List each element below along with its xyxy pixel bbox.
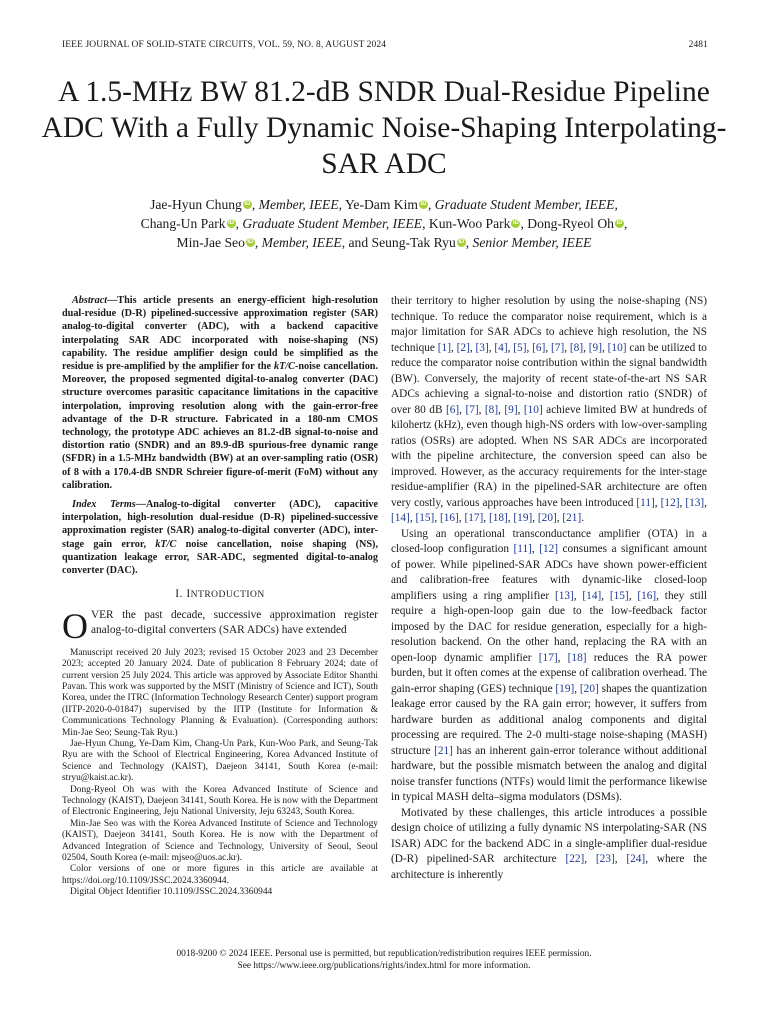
body-text: , <box>584 853 596 865</box>
citation-link[interactable]: [3] <box>475 341 489 354</box>
citation-link[interactable]: [24] <box>626 853 646 865</box>
running-header: IEEE JOURNAL OF SOLID-STATE CIRCUITS, VOL. 59, NO. 8, AUGUST 2024 <box>62 40 387 50</box>
body-text: , <box>469 341 476 354</box>
citation-link[interactable]: [7] <box>465 403 479 416</box>
citation-link[interactable]: [15] <box>415 512 435 524</box>
footnote-affiliation-3: Min-Jae Seo was with the Korea Advanced Institute of Science and Technology (KAIST), Daejeon 34141, South Korea. He is now with the Department of Advanced Integration of Science and Technology, University of Seoul, Seoul 02504, South Korea (e-mail: mjseo@uos.ac.kr). <box>62 818 378 864</box>
footnotes <box>62 648 378 899</box>
body-text: . <box>581 512 585 524</box>
citation-link[interactable]: [5] <box>513 341 527 354</box>
author-name: Chang-Un Park <box>140 216 226 231</box>
body-text: , <box>459 403 466 416</box>
body-text: , <box>531 543 540 555</box>
body-paragraph-1 <box>391 294 707 527</box>
body-text: , <box>450 341 457 354</box>
body-text: , <box>409 512 416 524</box>
citation-link[interactable]: [20] <box>579 682 599 695</box>
body-text: , <box>556 512 563 524</box>
body-text: , <box>564 341 570 354</box>
index-terms-text-2: noise cancellation, noise shaping (NS), quantization leakage error, SAR-ADC, segmented digital-to-analog converter (DAC). <box>62 538 378 577</box>
body-text: , <box>574 682 580 695</box>
body-text: their territory to higher resolution by using the noise-shaping (NS) technique. To reduce the comparator noise requirement, which is a major limitation for SAR ADCs to achieve high resolution, the NS technique <box>391 295 707 354</box>
right-column <box>391 294 707 883</box>
footnote-doi: Digital Object Identifier 10.1109/JSSC.2024.3360944 <box>70 887 273 898</box>
citation-link[interactable]: [13] <box>685 496 705 509</box>
citation-link[interactable]: [19] <box>555 682 575 695</box>
author-role: Graduate Student Member, IEEE <box>434 197 615 212</box>
rights-line: See https://www.ieee.org/publications/rights/index.html for more information. <box>237 960 531 971</box>
citation-link[interactable]: [10] <box>607 341 627 354</box>
body-text: can be utilized to reduce the comparator noise contribution within the signal bandwidth (BW). Conversely, the majority of recent state-of-the-art NS SAR ADCs achieving a signal-to-noise and distortion ratio (SNDR) of over 80 dB <box>391 341 707 416</box>
section-numeral: I. <box>175 588 183 601</box>
body-paragraph-3 <box>391 806 707 884</box>
citation-link[interactable]: [6] <box>445 403 460 416</box>
orcid-icon[interactable]: iD <box>458 239 465 245</box>
orcid-icon[interactable]: iD <box>228 220 235 226</box>
citation-link[interactable]: [17] <box>538 651 558 664</box>
body-text: Motivated by these challenges, this article introduces a possible design choice of utilizing a fully dynamic NS interpolating-SAR (NS ISAR) ADC for the backend ADC in a single-amplifier dual-residue (D-R) pipelined-SAR architecture <box>391 806 707 865</box>
intro-paragraph <box>62 605 378 646</box>
copyright-footer <box>0 949 768 972</box>
author-name: Jae-Hyun Chung <box>150 197 242 212</box>
author-role: Member, IEEE <box>261 235 342 250</box>
footnote-affiliation-2: Dong-Ryeol Oh was with the Korea Advanced Institute of Science and Technology (KAIST), Daejeon 34141, South Korea. He is now with the Department of Electronic Engineering, Jeju National University, Jeju 63243, South Korea. <box>62 784 378 818</box>
citation-link[interactable]: [11] <box>513 543 532 555</box>
left-column <box>62 294 378 899</box>
index-terms-ktc: kT/C <box>155 538 177 550</box>
citation-link[interactable]: [13] <box>554 589 574 602</box>
orcid-icon[interactable]: iD <box>420 201 427 207</box>
body-text: achieve limited BW at hundreds of kilohertz (kHz), even though high-NS orders with low-over-sampling ratios (OSRs) are adopted. When NS SAR ADCs are incorporated with the pipeline architecture, the conversion speed can also be improved. However, as the accuracy requirements for the inter-stage residue-amplifier (RA) in the pipelined-SAR architecture are often very costly, various approaches have been introduced <box>391 403 707 509</box>
abstract-lead: Abstract <box>72 295 108 306</box>
body-text: , <box>704 496 707 509</box>
abstract: Abstract—This article presents an energy-efficient high-resolution dual-residue (D-R) pipelined-successive approximation register (SAR) analog-to-digital converter (ADC), with a backend capacitive interpolating SAR ADC incorporated with noise-shaping (NS) capability. The residue amplifier design could be simplified as the residue is pre-amplified by the amplifier for the kT/C-noise cancellation. Moreover, the proposed segmented digital-to-analog converter (DAC) structure overcomes parasitic capacitance limitations in the capacitive interpolation, improving resolution along with the gain-error-free advantage of the D-R structure. Fabricated in a 180-nm CMOS technology, the prototype ADC achieves an 81.2-dB signal-to-noise and distortion ratio (SNDR) and an 89.9-dB spurious-free dynamic range (SFDR) in a 1.5-MHz bandwidth (BW) at an over-sampling ratio (OSR) of 8 with a 170.4-dB SNDR Schreier figure-of-merit (FoM) without any calibration. <box>62 295 378 491</box>
abstract-text-1: This article presents an energy-efficient high-resolution dual-residue (D-R) pipelined-successive approximation register (SAR) analog-to-digital converter (ADC), with a backend capacitive interpolating SAR ADC incorporated with noise-shaping (NS) capability. The residue amplifier design could be simplified as the residue is pre-amplified by the amplifier for the <box>62 295 378 373</box>
citation-link[interactable]: [8] <box>569 341 584 354</box>
citation-link[interactable]: [1] <box>437 341 451 354</box>
citation-link[interactable]: [6] <box>532 341 546 354</box>
citation-link[interactable]: [7] <box>551 341 565 354</box>
citation-link[interactable]: [19] <box>513 512 533 524</box>
author-name: Seung-Tak Ryu <box>371 235 456 250</box>
author-name: Ye-Dam Kim <box>344 197 418 212</box>
section-rest: NTRODUCTION <box>190 590 265 601</box>
body-text: , <box>507 512 514 524</box>
body-text: has an inherent gain-error tolerance without additional hardware, but the possible mismatch between the analog and digital noise transfer functions (NTFs) would limit the performance likewise in typical MASH delta–sigma modulators (DSMs). <box>391 744 707 803</box>
body-text: , <box>545 341 552 354</box>
citation-link[interactable]: [20] <box>537 512 557 524</box>
body-text: , <box>526 341 533 354</box>
abstract-text-2: -noise cancellation. Moreover, the proposed segmented digital-to-analog converter (DAC) structure overcomes parasitic capacitance limitations in the capacitive interpolation, improving resolution along with the gain-error-free advantage of the D-R structure. Fabricated in a 180-nm CMOS technology, the prototype ADC achieves an 81.2-dB signal-to-noise and distortion ratio (SNDR) and an 89.9-dB spurious-free dynamic range (SFDR) in a 1.5-MHz bandwidth (BW) at an over-sampling ratio (OSR) of 8 with a 170.4-dB SNDR Schreier figure-of-merit (FoM) without any calibration. <box>62 361 378 491</box>
body-text: , <box>583 341 589 354</box>
orcid-icon[interactable]: iD <box>512 220 519 226</box>
index-terms: Index Terms—Analog-to-digital converter (ADC), capacitive interpolation, high-resolution dual-residue (D-R) pipelined-successive approximation register (SAR) analog-to-digital converter (ADC), inter-stage gain error, kT/C noise cancellation, noise shaping (NS), quantization leakage error, SAR-ADC, segmented digital-to-analog converter (DAC). <box>62 499 378 577</box>
author-name: Dong-Ryeol Oh <box>527 216 614 231</box>
author-role: Member, IEEE <box>258 197 339 212</box>
body-text: , <box>601 589 610 602</box>
body-text: , <box>458 512 465 524</box>
citation-link[interactable]: [22] <box>565 853 585 865</box>
orcid-icon[interactable]: iD <box>244 201 251 207</box>
body-text: shapes the quantization leakage error caused by the RA gain error; however, it suffers from hardware burden as additional analog components and digital processing are required. The 2-0 multi-stage noise-shaping (MASH) structure <box>391 682 707 757</box>
intro-text: the past decade, successive approximation register analog-to-digital converters (SAR ADCs) have extended <box>91 608 378 637</box>
citation-link[interactable]: [8] <box>484 403 499 416</box>
orcid-icon[interactable]: iD <box>247 239 254 245</box>
body-text: , <box>679 496 686 509</box>
body-text: , <box>614 853 627 865</box>
body-text: , <box>478 403 485 416</box>
citation-link[interactable]: [9] <box>588 341 602 354</box>
citation-link[interactable]: [12] <box>660 496 680 509</box>
citation-link[interactable]: [21] <box>562 512 582 524</box>
abstract-ktc: kT/C <box>274 361 295 373</box>
citation-link[interactable]: [21] <box>434 744 453 757</box>
section-heading-introduction <box>62 587 378 604</box>
body-paragraph-2 <box>391 527 707 806</box>
citation-link[interactable]: [11] <box>636 496 655 509</box>
citation-link[interactable]: [17] <box>464 512 484 524</box>
citation-link[interactable]: [9] <box>504 403 518 416</box>
author-role: Graduate Student Member, IEEE <box>242 216 423 231</box>
footnote-affiliation-1: Jae-Hyun Chung, Ye-Dam Kim, Chang-Un Park, Kun-Woo Park, and Seung-Tak Ryu are with the School of Electrical Engineering, Korea Advanced Institute of Science and Technology (KAIST), Daejeon 34141, South Korea (e-mail: stryu@kaist.ac.kr). <box>62 739 378 784</box>
body-text: , <box>517 403 524 416</box>
author-name: Min-Jae Seo <box>176 235 245 250</box>
body-text: , <box>532 512 538 524</box>
citation-link[interactable]: [15] <box>609 589 629 602</box>
citation-link[interactable]: [16] <box>439 512 459 524</box>
citation-link[interactable]: [23] <box>595 853 615 865</box>
footnote-color-versions: Color versions of one or more figures in this article are available at https://doi.org/10.1109/JSSC.2024.3360944. <box>62 864 378 886</box>
section-first-letter: I <box>186 588 191 601</box>
index-terms-lead: Index Terms <box>72 499 136 511</box>
body-text: , they still require a high-open-loop gain due to the low-feedback factor imposed by the DAC for residue generation, especially for a high-resolution backend. On the other hand, replacing the RA with an open-loop dynamic amplifier <box>391 589 708 664</box>
drop-cap: O <box>62 605 88 646</box>
body-text: , <box>557 651 568 664</box>
body-text: reduces the RA power burden, but it often comes at the expense of calibration overhead. The gain-error shaping (GES) technique <box>391 651 707 695</box>
citation-link[interactable]: [16] <box>637 589 657 602</box>
page-number: 2481 <box>688 40 708 50</box>
citation-link[interactable]: [18] <box>488 512 508 524</box>
body-text: , where the architecture is inherently <box>391 853 707 881</box>
author-name: Kun-Woo Park <box>428 216 511 231</box>
author-role: Senior Member, IEEE <box>472 235 592 250</box>
citation-link[interactable]: [18] <box>567 651 587 664</box>
intro-caps: VER <box>91 608 114 621</box>
copyright-line: 0018-9200 © 2024 IEEE. Personal use is permitted, but republication/redistribution requires IEEE permission. <box>176 949 592 959</box>
body-text: , <box>573 589 583 602</box>
body-text: , <box>507 341 514 354</box>
citation-link[interactable]: [4] <box>494 341 508 354</box>
citation-link[interactable]: [10] <box>523 403 543 416</box>
body-text: , <box>498 403 505 416</box>
citation-link[interactable]: [2] <box>456 341 470 354</box>
body-text: consumes a significant amount of power. While pipelined-SAR ADCs have shown power-efficient and calibration-free features with dynamic-like closed-loop amplifiers using a ring amplifier <box>391 543 708 602</box>
author-list: Jae-Hyun Chung iD , Member, IEEE, Ye-Dam Kim iD , Graduate Student Member, IEEE, Chang-Un Park iD , Graduate Student Member, IEEE, Kun-Woo Park iD , Dong-Ryeol Oh iD , Min-Jae Seo iD , Member, IEEE, and Seung-Tak Ryu iD , Senior Member, IEEE <box>140 197 628 250</box>
body-text: , <box>601 341 608 354</box>
paper-title: A 1.5-MHz BW 81.2-dB SNDR Dual-Residue Pipeline ADC With a Fully Dynamic Noise-Shaping Interpolating-SAR ADC <box>41 76 727 180</box>
body-text: Using an operational transconductance amplifier (OTA) in a closed-loop configuration <box>391 527 707 555</box>
body-text: , <box>434 512 440 524</box>
orcid-icon[interactable]: iD <box>616 220 623 226</box>
citation-link[interactable]: [14] <box>582 589 602 602</box>
citation-link[interactable]: [14] <box>391 512 410 524</box>
footnote-manuscript: Manuscript received 20 July 2023; revised 15 October 2023 and 23 December 2023; accepted 20 January 2024. Date of publication 8 February 2024; date of current version 25 July 2024. This article was approved by Associate Editor Shanthi Pavan. This work was supported by the MSIT (Ministry of Science and ICT), South Korea, under the ITRC (Information Technology Research Center) support program (IITP-2020-0-01847) supervised by the IITP (Institute for Information & Communications Technology Planning & Evaluation). (Corresponding authors: Min-Jae Seo; Seung-Tak Ryu.) <box>62 647 378 738</box>
body-text: , <box>654 496 661 509</box>
body-text: , <box>488 341 495 354</box>
body-text: , <box>628 589 638 602</box>
index-terms-text-1: Analog-to-digital converter (ADC), capacitive interpolation, high-resolution dual-residue (D-R) pipelined-successive approximation register (SAR) analog-to-digital converter (ADC), inter-stage gain error, <box>62 499 378 550</box>
citation-link[interactable]: [12] <box>539 543 559 555</box>
body-text: , <box>483 512 489 524</box>
